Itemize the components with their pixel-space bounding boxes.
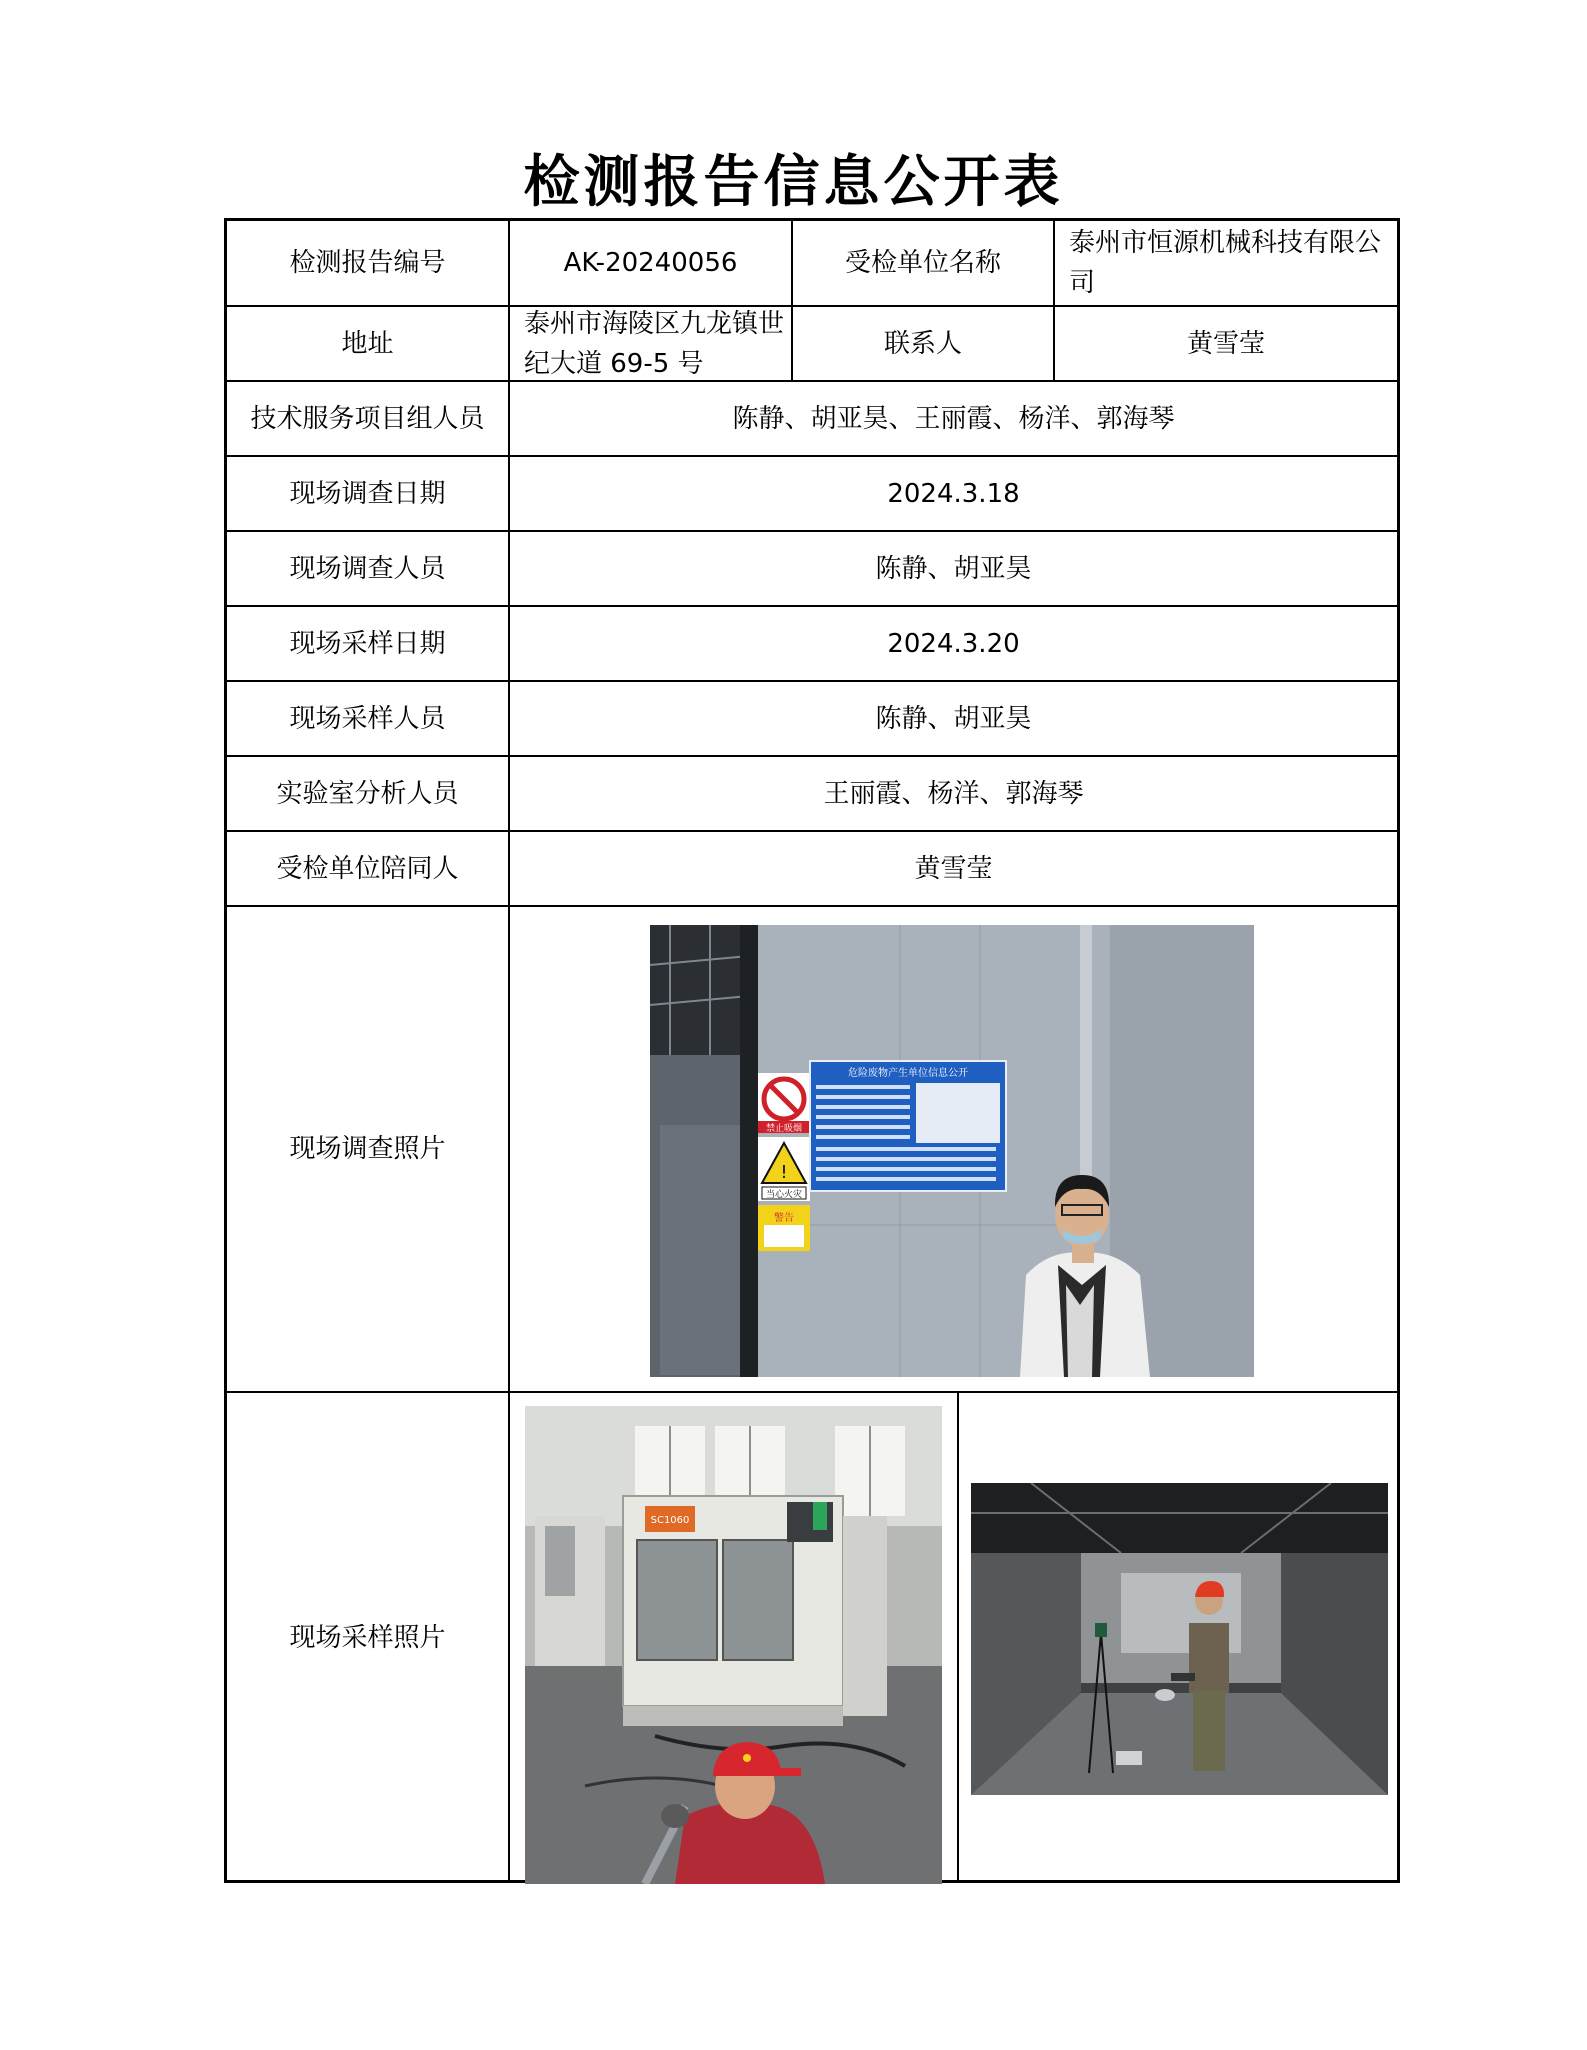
survey-date-value: 2024.3.18 bbox=[887, 478, 1020, 509]
team-value: 陈静、胡亚昊、王丽霞、杨洋、郭海琴 bbox=[732, 403, 1175, 434]
sampling-staff-value: 陈静、胡亚昊 bbox=[875, 703, 1032, 734]
survey-photo bbox=[650, 925, 1254, 1377]
contact-label: 联系人 bbox=[883, 328, 962, 359]
escort-value: 黄雪莹 bbox=[914, 853, 993, 884]
inspected-unit-label: 受检单位名称 bbox=[844, 248, 1001, 278]
address-label: 地址 bbox=[341, 328, 394, 359]
survey-photo-label: 现场调查照片 bbox=[289, 1134, 446, 1164]
sampling-date-label: 现场采样日期 bbox=[289, 628, 446, 659]
page-title: 检测报告信息公开表 bbox=[523, 150, 1064, 215]
no-smoking-sign-text: 禁止吸烟 bbox=[765, 1124, 803, 1134]
sampling-photo-workshop bbox=[971, 1483, 1388, 1795]
escort-label: 受检单位陪同人 bbox=[276, 853, 459, 884]
sampling-photo-label: 现场采样照片 bbox=[289, 1623, 446, 1653]
sampling-photo-machine bbox=[525, 1406, 942, 1884]
report-number-label: 检测报告编号 bbox=[289, 248, 446, 278]
machine-model-label: SC1060 bbox=[650, 1515, 690, 1526]
inspected-unit-value: 泰州市恒源机械科技有限公司 bbox=[1069, 228, 1382, 298]
fire-warning-sign-text: 当心火灾 bbox=[765, 1190, 803, 1200]
lab-staff-value: 王丽霞、杨洋、郭海琴 bbox=[823, 778, 1084, 809]
lab-staff-label: 实验室分析人员 bbox=[276, 778, 459, 809]
survey-staff-value: 陈静、胡亚昊 bbox=[875, 553, 1032, 584]
survey-staff-label: 现场调查人员 bbox=[289, 553, 446, 584]
warning-sign-text: 警告 bbox=[774, 1213, 794, 1224]
svg-text:!: ! bbox=[780, 1162, 788, 1183]
notice-board-title: 危险废物产生单位信息公开 bbox=[848, 1068, 968, 1079]
survey-date-label: 现场调查日期 bbox=[289, 478, 446, 509]
contact-value: 黄雪莹 bbox=[1186, 328, 1265, 359]
sampling-date-value: 2024.3.20 bbox=[887, 628, 1020, 659]
address-value: 泰州市海陵区九龙镇世纪大道 69-5 号 bbox=[524, 308, 785, 379]
report-number-value: AK-20240056 bbox=[563, 248, 738, 278]
team-label: 技术服务项目组人员 bbox=[250, 403, 485, 434]
info-table bbox=[224, 218, 1400, 1883]
sampling-staff-label: 现场采样人员 bbox=[289, 703, 446, 734]
